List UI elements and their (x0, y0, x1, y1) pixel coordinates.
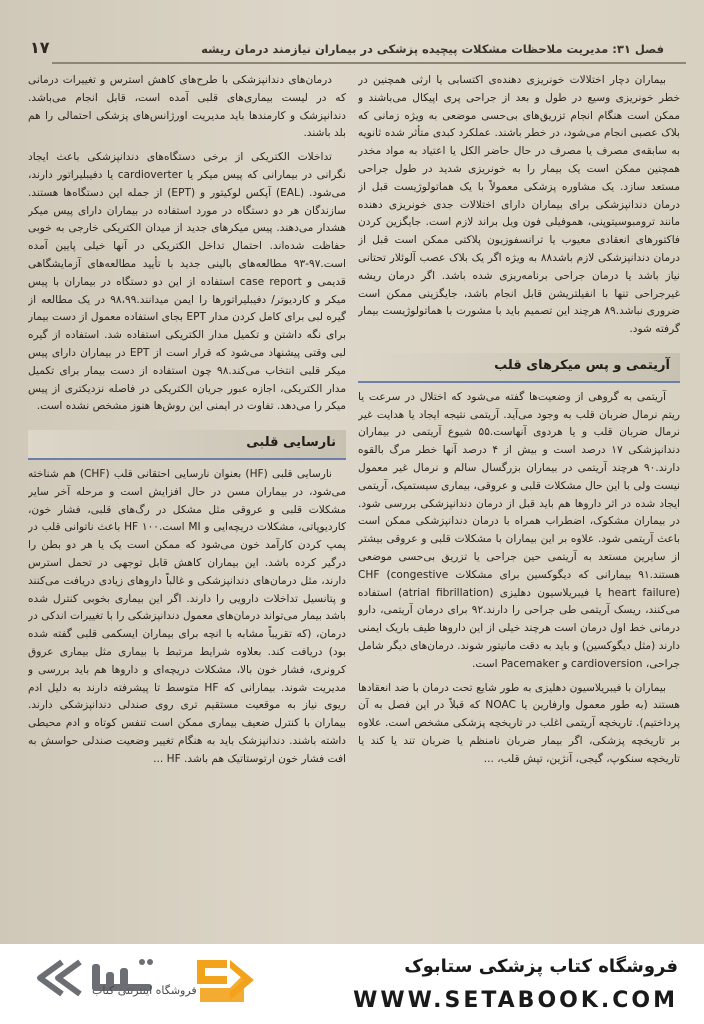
paragraph: بیماران با فیبریلاسیون دهلیزی به طور شایع تحت درمان با ضد انعقادها هستند (به طور معمول وارفارین یا NOAC که قبلاً در این فصل به آن پرداختیم). تاریخچه آریتمی اغلب در تاریخچه پزشکی مشخص است. علاوه بر تاریخچه پزشکی، اگر بیمار ضربان نامنظم یا ضربان تند یا کند یا تاریخچه سنکوپ، گیجی، آنژین، تپش قلب، ... (358, 681, 680, 765)
paragraph: نارسایی قلبی (HF) بعنوان نارسایی احتقانی قلب (CHF) هم شناخته می‌شود، در بیماران مسن در حال افزایش است و مرحله آخر سایر مشکلات قلبی و عروقی مثل مشکل در رگ‌های قلبی، فشار خون، کاردیوپاتی، مشکلات دریچه‌ایی و MI است.۱۰۰ HF باعث ناتوانی قلب در پمپ کردن کارآمد خون می‌شود که ممکن است یک یا هر دو بطن را درگیر کرده باشد. این بیماران کاهش قابل توجهی در تحمل استرس دارند، مثل درمان‌های دندانپزشکی و غالباً داروهای زیادی دریافت می‌کنند و پتانسیل تداخلات دارویی را دارند. اگر این بیماری بخوبی کنترل شده باشد بیمار می‌تواند درمان‌های معمول دندانپزشکی را با تغییرات اندکی در درمان، (که تقریباً مشابه با انچه برای بیماران ایسکمی قلبی گفته شده بود) دریافت کند. بعلاوه شرایط مرتبط با بیماری مثل بیماری عروق کرونری، فشار خون بالا، مشکلات دریچه‌ای و داروها هم باید بررسی و مدیریت شوند. بیمارانی که HF متوسط تا پیشرفته دارند به دلیل ادم ریوی نیاز به موقعیت مستقیم تری روی صندلی دندانپزشکی دارند. بیماران با کنترل ضعیف بیماری ممکن است تنفس کوتاه و ادم محیطی داشته باشند. دندانپزشک باید به هنگام تغییر وضعیت صندلی حواسش به افت فشار خون ارتوستاتیک هم باشد. HF ... (28, 467, 346, 765)
section-heading-arrhythmia: آریتمی و پس میکرهای قلب (358, 353, 680, 383)
section-heading-bar (28, 430, 346, 460)
paragraph: تداخلات الکتریکی از برخی دستگاه‌های دندانپزشکی باعث ایجاد نگرانی در بیمارانی که پیس میکر یا cardioverter یا دفیبلیراتور دارند، می‌شود. (EAL) آپکس لوکیتور و (EPT) از جمله این دستگاه‌ها هستند. سازندگان هر دو دستگاه در مورد استفاده در بیماران دارای پیس میکر هشدار می‌دهند. پیس میکرهای جدید از میدان الکتریکی خارجی به خوبی حفاظت شده‌اند. احتمال تداخل الکتریکی در آنها خیلی پایین آمده است.۹۷-۹۳ مطالعه‌های بالینی جدید با تأیید مطالعه‌های آزمایشگاهی قدیمی و case report استفاده از این دو دستگاه در بیماران با پیس میکر و کاردیوتر/ دفیبلیراتورها را ایمن میدانند.۹۸،۹۹ در یک مطالعه از گیره لبی برای کامل کردن مدار EPT بجای استفاده معمول از دست بیمار برای نگه داشتن و تکمیل مدار الکتریکی استفاده شد. استفاده از گیره لبی وقتی پیشنهاد می‌شود که قرار است از EPT در بیماران دارای پیس میکر قلبی انتخاب می‌کند.۹۸ چون استفاده از دست بیمار برای تکمیل مدار الکتریکی، اجازه عبور جریان الکتریکی در فاصله نزدیکتری از پیس میکر را می‌دهد. تفاوت در ایمنی این روش‌ها هنوز مشخص نشده است. (28, 151, 346, 413)
section-heading-heart-failure: نارسایی قلبی (28, 430, 346, 460)
setabook-logo-icon[interactable] (22, 954, 272, 1012)
page-header (30, 34, 664, 64)
section-heading-bar (358, 353, 680, 383)
paragraph: بیماران دچار اختلالات خونریزی دهنده‌ی اکتسابی یا ارثی همچنین در خطر خونریزی وسیع در طول و بعد از جراحی پری اپیکال می‌باشند و ممکن است هنگام انجام تزریق‌های بی‌حسی موضعی به ویژه زمانی که بلاک عصبی انجام می‌شود، در خطر باشند. عملکرد کبدی متأثر شده ثانویه به سابقه‌ی مصرف یا مصرف در حال حاضر الکل یا اعتیاد به مواد مخدر همچنین ممکن است یک بیمار را به خونریزی شدید در طول جراحی مستعد سازد. یک مشاوره پزشکی معمولاً با یک هماتولوژیست قبل از درمان دندانپزشکی برای بیماران دارای اختلالات جدی خونریزی دهنده مانند ترومبوسیتوپنی، هموفیلی فون ویل براند لازم است. جایگزین کردن فاکتورهای انعقادی معیوب یا ترانسفوزیون پلاکتی ممکن است قبل از درمان دندانپزشکی لازم باشد۸۸ به ویژه اگر یک بلاک عصب آلوئلار تحتانی نیاز باشد یا درمان جراحی برنامه‌ریزی شده باشد. اگر درمان ریشه غیرجراحی تنها با انفیلتریشن قابل انجام باشد، جایگزینی ممکن است ضروری نباشد.۸۹ هرچند این تصمیم باید با مشورت با هماتولوژیست بیمار گرفته شود. (358, 74, 680, 336)
chapter-title: فصل ۳۱: مدیریت ملاحظات مشکلات پیچیده پزشکی در بیماران نیازمند درمان ریشه (201, 42, 664, 56)
paragraph: درمان‌های دندانپزشکی با طرح‌های کاهش استرس و تغییرات درمانی که در لیست بیماری‌های قلبی آمده است، قابل انجام می‌باشد. دندانپزشک و کارمندها باید مدیریت اورژانس‌های پزشکی احتمالی را هم بلد باشند. (28, 74, 346, 140)
store-footer (0, 944, 704, 1024)
page-number: ۱۷ (30, 38, 50, 57)
logo-subtitle: فروشگاه اینترنتی کتاب (92, 984, 197, 997)
paragraph: آریتمی به گروهی از وضعیت‌ها گفته می‌شود که اختلال در سرعت یا ریتم نرمال ضربان قلب به وجود می‌آید. آریتمی نتیجه ایجاد یا هدایت غیر نرمال ضربان قلب و یا هردوی آنهاست.۵۵ شیوع آریتمی در بیماران دندانپزشکی ۱۷ درصد است و بیش از ۴ درصد آنها خطر مرگ بالقوه دارند.۹۰ هرچند آریتمی در بیماران بزرگسال سالم و نرمال غیر معمول نیست ولی با این حال مشکلات قلبی و عروقی، بیماری سیستمیک، آریتمی ایجاد شده در اثر داروها هم باید قبل از درمان دندانپزشکی بررسی شود. در بیماران مشکوک، اضطراب همراه با درمان دندانپزشکی ممکن است باعث آریتمی شود. علاوه بر این بیماران با مشکلات قلبی و عروقی بیشتر از سایرین مستعد به آریتمی حین جراحی یا تزریق بی‌حسی موضعی هستند.۹۱ بیمارانی که دیگوکسین برای مشکلات CHF (congestive heart failure) یا فیبریلاسیون دهلیزی (atrial fibrillation) استفاده می‌کنند، ریسک آریتمی طی جراحی را دارند.۹۲ برای درمان آریتمی، دارو درمانی خط اول درمان است هرچند خیلی از این داروها طیف باریک ایمنی دارند (مثل دیگوکسین) و باید به دقت مانیتور شوند. درمان‌های دیگر شامل جراحی، cardioversion و Pacemaker است. (358, 390, 680, 670)
store-url-link[interactable]: WWW.SETABOOK.COM (353, 988, 678, 1013)
header-divider (52, 62, 686, 64)
store-name: فروشگاه کتاب پزشکی ستابوک (404, 956, 678, 977)
left-column (28, 72, 346, 942)
right-column (358, 72, 680, 942)
